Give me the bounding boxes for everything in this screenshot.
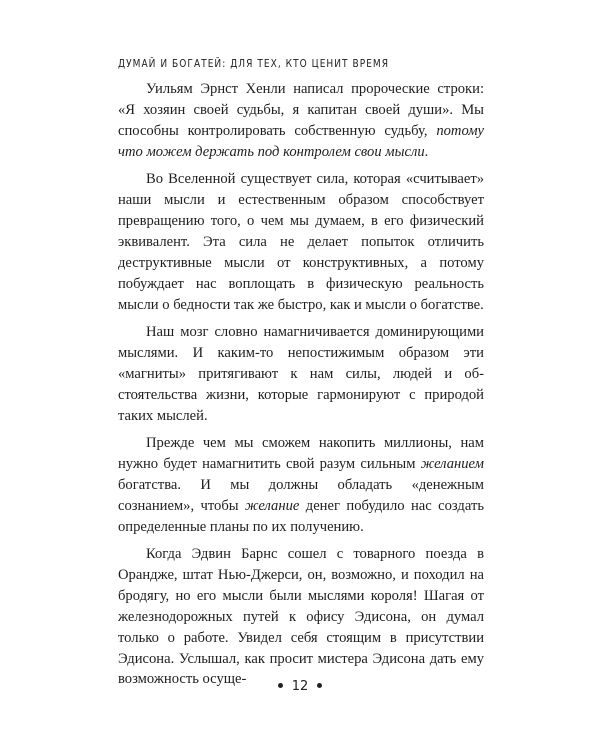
italic-run: потому что можем держать под контролем свои мысли <box>118 122 484 160</box>
text-run: Во Вселенной существует сила, которая «считывает» наши мысли и естественным образом способствует превращению того, о чем мы думаем, в его физический эквивалент. Эта сила не делает попыток отличить деструктивные мысли от конструктивных, а потому побуждает нас воплощать в физическую реальность мысли о бедности так же быстро, как и мысли о богатстве. <box>118 171 484 313</box>
paragraph <box>118 79 484 163</box>
paragraph <box>118 433 484 538</box>
text-run: богатства. И мы должны обладать «денежным сознанием», чтобы <box>118 476 484 514</box>
text-run: денег побудило нас создать определенные планы по их получению. <box>118 497 484 535</box>
text-run: Когда Эдвин Барнс сошел с товарного поезда в Орандже, штат Нью-Джерси, он, возможно, и походил на бродягу, но его мысли были мыслями короля! Шагая от железнодорожных путей к офису Эдисона, он думал только о работе. Увидел себя стоящим в присутствии Эдисона. Услышал, как просит мистера Эдисона дать ему возможность осуще- <box>118 546 484 688</box>
paragraph <box>118 544 484 690</box>
italic-run: желание <box>245 497 300 514</box>
text-run: Прежде чем мы сможем накопить миллионы, нам нужно будет намагнитить свой разум сильным <box>118 435 484 472</box>
page-footer <box>0 679 600 694</box>
paragraph <box>118 169 484 315</box>
running-header: ДУМАЙ И БОГАТЕЙ: ДЛЯ ТЕХ, КТО ЦЕНИТ ВРЕМЯ <box>118 58 390 70</box>
text-run: Наш мозг словно намагничивается доминирующими мыслями. И каким-то непостижимым образом эти «магниты» притягивают к нам силы, людей и обстоятельства жизни, которые гармонируют с природой таких мыслей. <box>118 323 484 424</box>
text-run: . <box>424 143 429 160</box>
page-number: 12 <box>291 679 309 694</box>
bullet-dot-right <box>317 683 322 688</box>
bullet-dot-left <box>278 683 283 688</box>
text-run: Уильям Эрнст Хенли написал пророческие строки: «Я хозяин своей судьбы, я капитан своей души». Мы способны контролировать собственную судьбу, <box>118 81 484 139</box>
paragraph <box>118 322 484 427</box>
body-text <box>118 79 484 697</box>
italic-run: желанием <box>420 455 484 472</box>
